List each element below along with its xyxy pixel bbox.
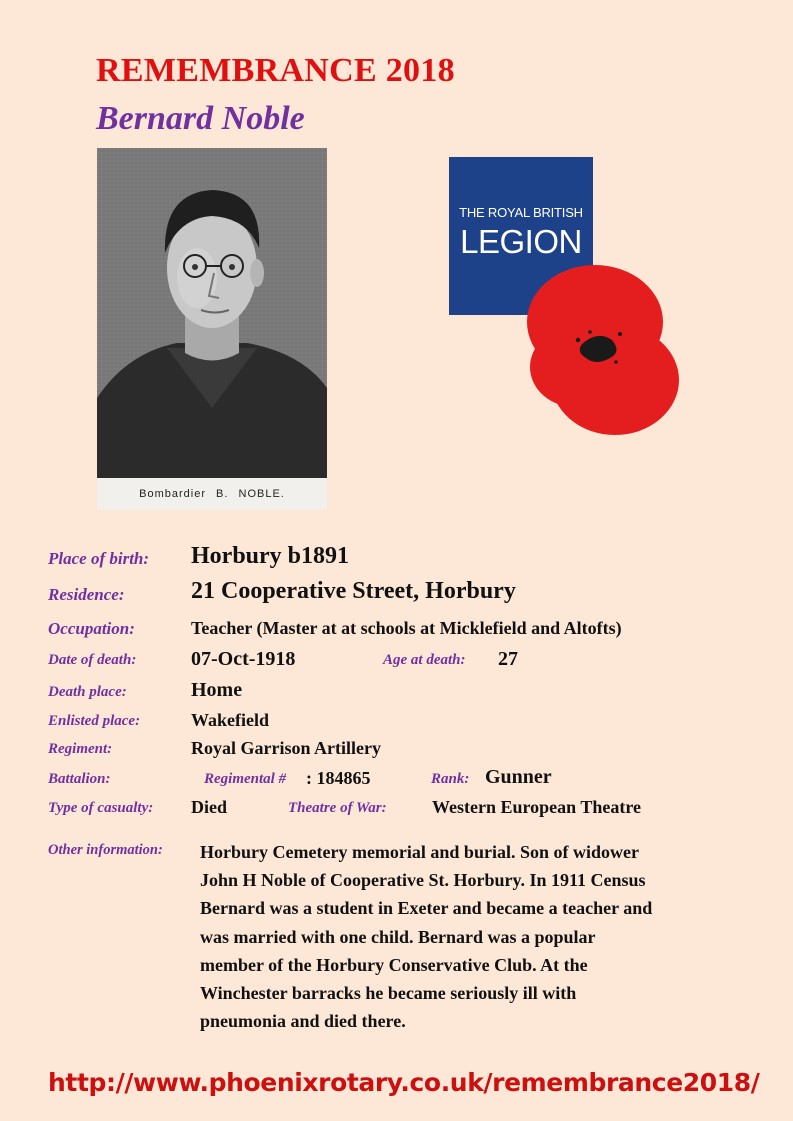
value-residence: 21 Cooperative Street, Horbury <box>191 578 516 604</box>
label-battalion: Battalion: <box>48 771 111 787</box>
value-regiment: Royal Garrison Artillery <box>191 738 381 758</box>
value-theatre-of-war: Western European Theatre <box>432 797 642 817</box>
label-rank: Rank: <box>431 771 470 787</box>
logo-text-line1: THE ROYAL BRITISH <box>459 205 583 220</box>
label-other-information: Other information: <box>48 842 163 858</box>
label-regiment: Regiment: <box>48 741 113 757</box>
value-age-at-death: 27 <box>498 648 518 670</box>
soldier-photo <box>97 148 327 510</box>
label-residence: Residence: <box>48 585 125 604</box>
portrait-image <box>97 148 327 478</box>
value-enlisted-place: Wakefield <box>191 710 270 730</box>
footer-url-link[interactable]: http://www.phoenixrotary.co.uk/remembrance2018/ <box>48 1068 760 1097</box>
label-enlisted-place: Enlisted place: <box>48 713 141 729</box>
label-age-at-death: Age at death: <box>383 652 466 668</box>
logo-text-line2: LEGION <box>460 223 582 260</box>
value-place-of-birth: Horbury b1891 <box>191 543 350 569</box>
label-regimental-number: Regimental # <box>204 771 287 787</box>
page-title: REMEMBRANCE 2018 <box>96 52 455 89</box>
value-date-of-death: 07-Oct-1918 <box>191 648 296 670</box>
value-occupation: Teacher (Master at at schools at Micklefield and Altofts) <box>191 618 622 638</box>
value-regimental-number: : 184865 <box>306 768 371 788</box>
label-place-of-birth: Place of birth: <box>48 549 150 568</box>
label-death-place: Death place: <box>48 684 127 700</box>
value-death-place: Home <box>191 679 243 701</box>
label-occupation: Occupation: <box>48 619 135 638</box>
value-other-information: Horbury Cemetery memorial and burial. Son of widower John H Noble of Cooperative St. Horbury. In 1911 Census Bernard was a student in Exeter and became a teacher and was married with one child. Bernard was a popular member of the Horbury Conservative Club. At the Winchester barracks he became seriously ill with pneumonia and died there. <box>200 842 653 1032</box>
label-theatre-of-war: Theatre of War: <box>288 800 387 816</box>
photo-caption: Bombardier B. NOBLE. <box>139 488 285 500</box>
poppy-icon <box>520 262 685 437</box>
label-type-of-casualty: Type of casualty: <box>48 800 154 816</box>
value-rank: Gunner <box>485 766 552 788</box>
label-date-of-death: Date of death: <box>48 652 137 668</box>
soldier-name: Bernard Noble <box>96 100 305 137</box>
value-type-of-casualty: Died <box>191 797 227 817</box>
